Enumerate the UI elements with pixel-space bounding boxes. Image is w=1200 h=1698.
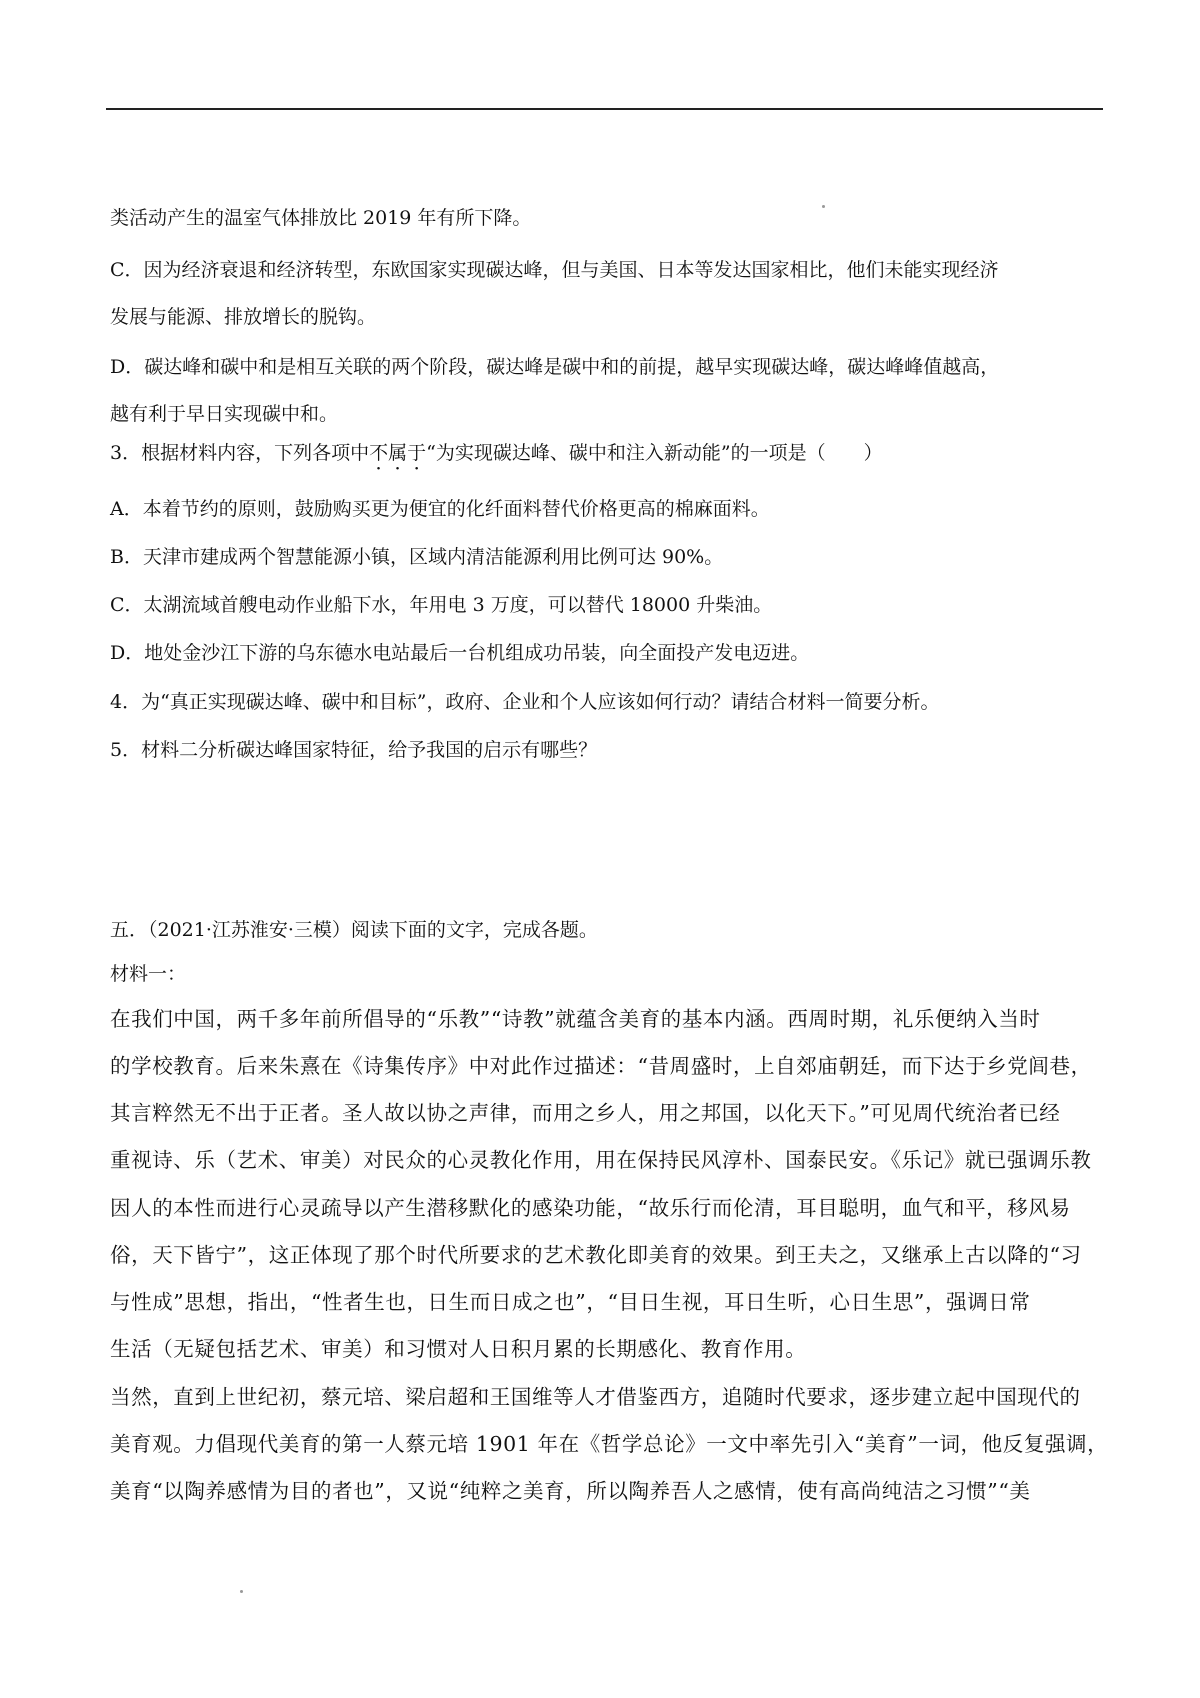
text-line: 类活动产生的温室气体排放比 2019 年有所下降。 [110,207,532,229]
scan-speck [240,1590,243,1593]
emphasis-char: 属 [388,442,408,464]
paragraph-line: 当然，直到上世纪初，蔡元培、梁启超和王国维等人才借鉴西方，追随时代要求，逐步建立起中国现代的 [110,1385,1081,1409]
paragraph-line: 的学校教育。后来朱熹在《诗集传序》中对此作过描述：“昔周盛时，上自郊庙朝廷，而下达于乡党闾巷， [110,1054,1092,1078]
paragraph-line: 生活（无疑包括艺术、审美）和习惯对人日积月累的长期感化、教育作用。 [110,1337,807,1361]
paragraph-line: 重视诗、乐（艺术、审美）对民众的心灵教化作用，用在保持民风淳朴、国泰民安。《乐记》就已强调乐教 [110,1148,1092,1172]
paragraph-line: 美育观。力倡现代美育的第一人蔡元培 1901 年在《哲学总论》一文中率先引入“美育”一词，他反复强调， [110,1432,1109,1456]
option-c: C．因为经济衰退和经济转型，东欧国家实现碳达峰，但与美国、日本等发达国家相比，他们未能实现经济 [110,259,999,281]
option-a: A．本着节约的原则，鼓励购买更为便宜的化纤面料替代价格更高的棉麻面料。 [110,498,770,520]
question-3-prefix: 3．根据材料内容，下列各项中 [110,442,370,464]
option-d: D．地处金沙江下游的乌东德水电站最后一台机组成功吊装，向全面投产发电迈进。 [110,642,810,664]
section-heading: 五．（2021·江苏淮安·三模）阅读下面的文字，完成各题。 [110,919,598,941]
paragraph-line: 俗，天下皆宁”，这正体现了那个时代所要求的艺术教化即美育的效果。到王夫之，又继承上古以降的“习 [110,1243,1082,1267]
option-c: C．太湖流域首艘电动作业船下水，年用电 3 万度，可以替代 18000 升柴油。 [110,594,773,616]
paragraph-line: 美育“以陶养感情为目的者也”，又说“纯粹之美育，所以陶养吾人之感情，使有高尚纯洁之习惯”“美 [110,1479,1031,1503]
scan-speck [822,205,825,208]
text-line: 发展与能源、排放增长的脱钩。 [110,306,377,328]
question-3 [110,441,883,465]
material-label: 材料一： [110,963,187,985]
header-rule [106,108,1103,110]
option-d: D．碳达峰和碳中和是相互关联的两个阶段，碳达峰是碳中和的前提，越早实现碳达峰，碳达峰峰值越高， [110,356,1000,378]
question-4: 4．为“真正实现碳达峰、碳中和目标”，政府、企业和个人应该如何行动？请结合材料一简要分析。 [110,691,940,713]
text-line: 越有利于早日实现碳中和。 [110,403,339,425]
paragraph-line: 与性成”思想，指出，“性者生也，日生而日成之也”，“目日生视，耳日生听，心日生思”，强调日常 [110,1290,1031,1314]
emphasis-char: 不 [369,442,389,464]
paragraph-line: 因人的本性而进行心灵疏导以产生潜移默化的感染功能，“故乐行而伦清，耳目聪明，血气和平，移风易 [110,1196,1071,1220]
emphasis-text [369,442,426,464]
emphasis-char: 于 [407,442,427,464]
question-3-suffix: “为实现碳达峰、碳中和注入新动能”的一项是（ ） [426,442,883,464]
paragraph-line: 在我们中国，两千多年前所倡导的“乐教”“诗教”就蕴含美育的基本内涵。西周时期，礼乐便纳入当时 [110,1007,1041,1031]
option-b: B．天津市建成两个智慧能源小镇，区域内清洁能源利用比例可达 90%。 [110,546,724,568]
question-5: 5．材料二分析碳达峰国家特征，给予我国的启示有哪些？ [110,739,598,761]
paragraph-line: 其言粹然无不出于正者。圣人故以协之声律，而用之乡人，用之邦国，以化天下。”可见周代统治者已经 [110,1101,1061,1125]
